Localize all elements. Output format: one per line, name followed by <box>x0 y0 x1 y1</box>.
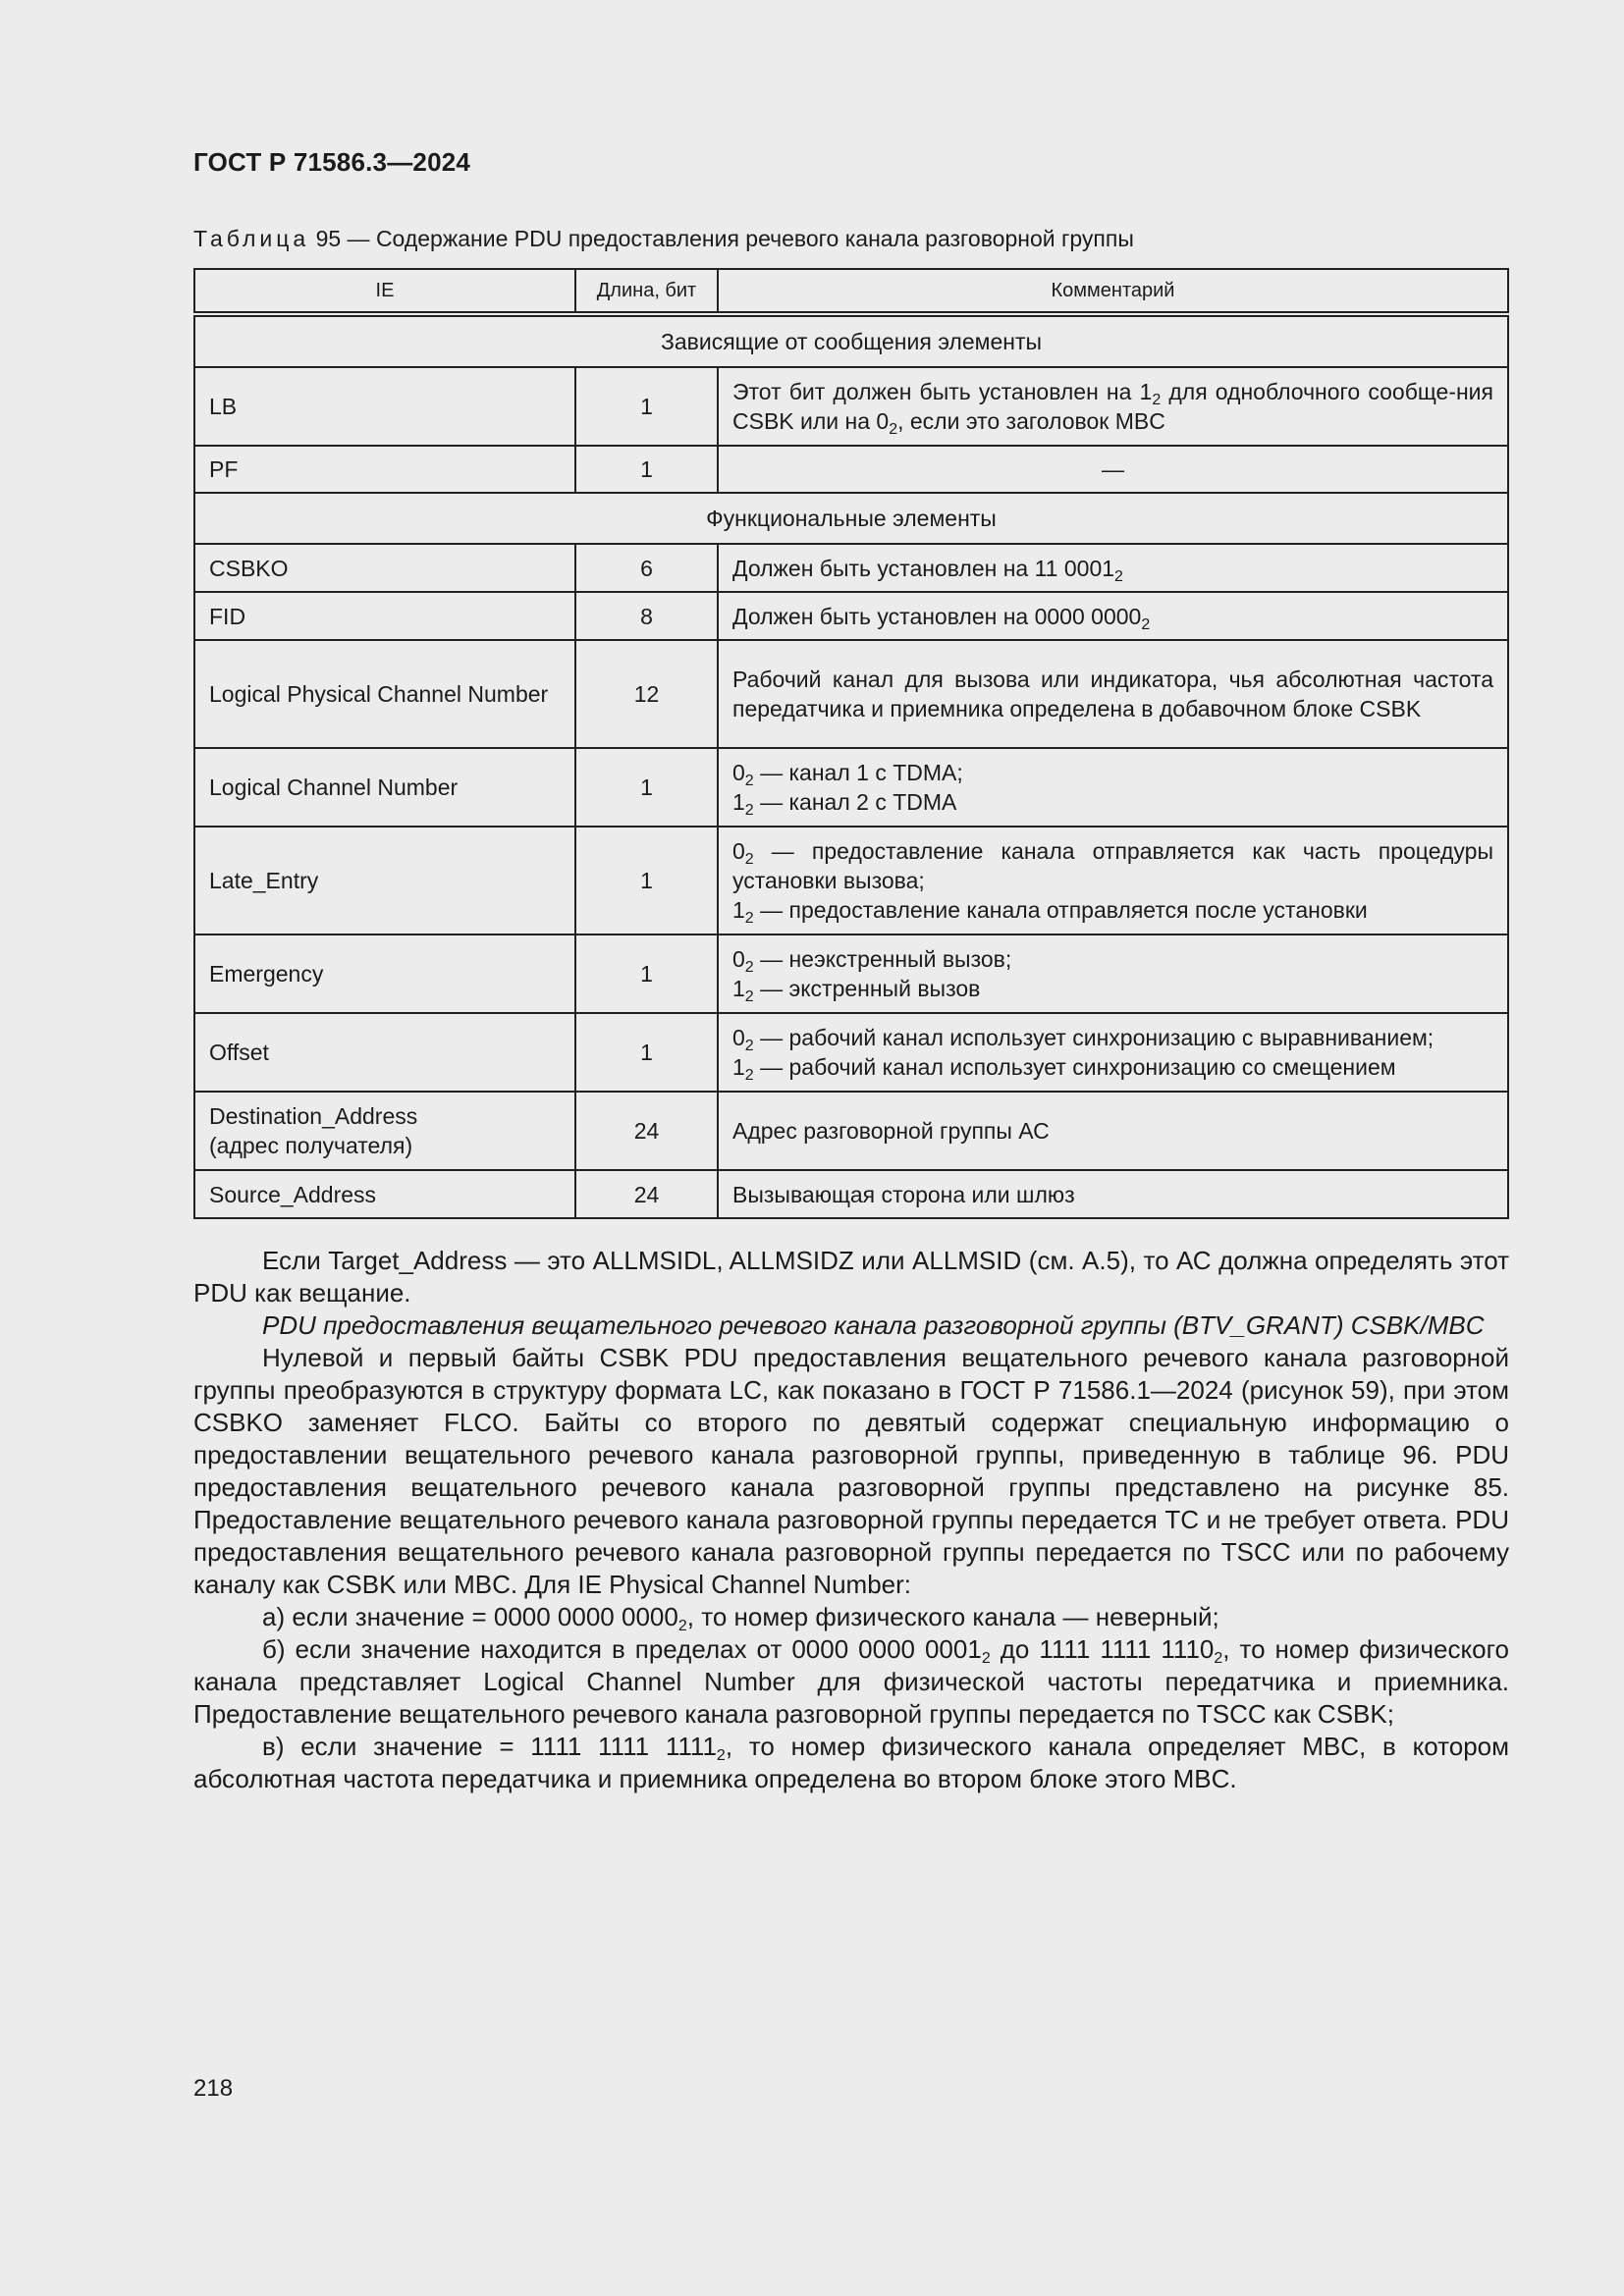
table-row <box>194 592 1508 640</box>
cell-length: 6 <box>575 544 718 592</box>
header-ie: IE <box>194 269 575 314</box>
cell-ie: LB <box>194 367 575 446</box>
table-row <box>194 446 1508 493</box>
cell-comment: Должен быть установлен на 11 $0001_2$ <box>718 544 1508 592</box>
table-header-row <box>194 269 1508 314</box>
table-row <box>194 544 1508 592</box>
page-number: 218 <box>193 2075 234 2102</box>
cell-length: 24 <box>575 1092 718 1170</box>
body-text <box>193 1245 1509 1795</box>
table-row <box>194 1092 1508 1170</box>
list-item: а) если значение = 0000 0000 $0000_2$, то номер физического канала — неверный; <box>262 1602 1219 1634</box>
cell-comment: $0_2$ — рабочий канал использует синхронизацию с выравниванием; $1_2$ — рабочий канал использует синхронизацию со смещением <box>718 1013 1508 1092</box>
subheading: PDU предоставления вещательного речевого канала разговорной группы (BTV_GRANT) CSBK/MBC <box>262 1310 1485 1340</box>
table-row <box>194 1170 1508 1218</box>
section-row <box>194 493 1508 544</box>
cell-length: 24 <box>575 1170 718 1218</box>
cell-length: 1 <box>575 748 718 827</box>
cell-ie: Logical Physical Channel Number <box>194 640 575 748</box>
cell-length: 1 <box>575 367 718 446</box>
table-caption-word: Таблица <box>193 226 310 251</box>
cell-length: 1 <box>575 934 718 1013</box>
table-row <box>194 934 1508 1013</box>
cell-ie: Logical Channel Number <box>194 748 575 827</box>
cell-comment: $0_2$ — канал 1 с TDMA; $1_2$ — канал 2 с TDMA <box>718 748 1508 827</box>
paragraph: Нулевой и первый байты CSBK PDU предоставления вещательного речевого канала разговорной группы преобразуются в структуру формата LC, как показано в ГОСТ Р 71586.1—2024 (рисунок 59), при этом CSBKO заменяет FLCO. Байты со второго по девятый содержат специальную информацию о предоставлении вещательного речевого канала разговорной группы, приведенную в таблице 96. PDU предоставления вещательного речевого канала разговорной группы представлено на рисунке 85. Предоставление вещательного речевого канала разговорной группы передается ТС и не требует ответа. PDU предоставления вещательного речевого канала разговорной группы передается по TSCC или по рабочему каналу как CSBK или MBC. Для IE Physical Channel Number: <box>193 1343 1509 1599</box>
header-length: Длина, бит <box>575 269 718 314</box>
section-title: Зависящие от сообщения элементы <box>194 314 1508 367</box>
table-row <box>194 748 1508 827</box>
table-row <box>194 640 1508 748</box>
table-row <box>194 367 1508 446</box>
header-comment: Комментарий <box>718 269 1508 314</box>
cell-length: 1 <box>575 446 718 493</box>
cell-ie: PF <box>194 446 575 493</box>
cell-length: 8 <box>575 592 718 640</box>
paragraph: Если Target_Address — это ALLMSIDL, ALLMSIDZ или ALLMSID (см. А.5), то АС должна определять этот PDU как вещание. <box>193 1246 1509 1308</box>
list-item: в) если значение = 1111 1111 $1111_2$, то номер физического канала определяет MBC, в котором абсолютная частота передатчика и приемника определена во втором блоке этого MBC. <box>193 1732 1509 1793</box>
cell-comment: — <box>718 446 1508 493</box>
cell-comment: $0_2$ — предоставление канала отправляется как часть процедуры установки вызова; $1_2$ — предоставление канала отправляется после установки <box>718 827 1508 934</box>
cell-ie: Offset <box>194 1013 575 1092</box>
cell-comment: $0_2$ — неэкстренный вызов; $1_2$ — экстренный вызов <box>718 934 1508 1013</box>
cell-comment: Адрес разговорной группы АС <box>718 1092 1508 1170</box>
table-caption <box>193 226 1134 252</box>
table-row <box>194 827 1508 934</box>
cell-ie: Emergency <box>194 934 575 1013</box>
section-title: Функциональные элементы <box>194 493 1508 544</box>
document-header: ГОСТ Р 71586.3—2024 <box>193 147 471 177</box>
cell-comment: Этот бит должен быть установлен на $1_2$ для одноблочного сообще-ния CSBK или на $0_2$, если это заголовок MBC <box>718 367 1508 446</box>
cell-ie: CSBKO <box>194 544 575 592</box>
cell-ie: Destination_Address (адрес получателя) <box>194 1092 575 1170</box>
table-row <box>194 1013 1508 1092</box>
cell-comment: Вызывающая сторона или шлюз <box>718 1170 1508 1218</box>
cell-ie: Source_Address <box>194 1170 575 1218</box>
cell-comment: Должен быть установлен на 0000 $0000_2$ <box>718 592 1508 640</box>
cell-ie: Late_Entry <box>194 827 575 934</box>
cell-ie: FID <box>194 592 575 640</box>
cell-length: 1 <box>575 1013 718 1092</box>
cell-length: 12 <box>575 640 718 748</box>
cell-comment: Рабочий канал для вызова или индикатора, чья абсолютная частота передатчика и приемника определена в добавочном блоке CSBK <box>718 640 1508 748</box>
pdu-table <box>193 268 1509 1219</box>
table-caption-text: 95 — Содержание PDU предоставления речевого канала разговорной группы <box>315 226 1134 251</box>
list-item: б) если значение находится в пределах от 0000 0000 $0001_2$ до 1111 1111 $1110_2$, то номер физического канала представляет Logical Channel Number для физической частоты передатчика и приемника. Предоставление вещательного речевого канала разговорной группы передается по TSCC как CSBK; <box>193 1634 1509 1729</box>
cell-length: 1 <box>575 827 718 934</box>
section-row <box>194 314 1508 367</box>
